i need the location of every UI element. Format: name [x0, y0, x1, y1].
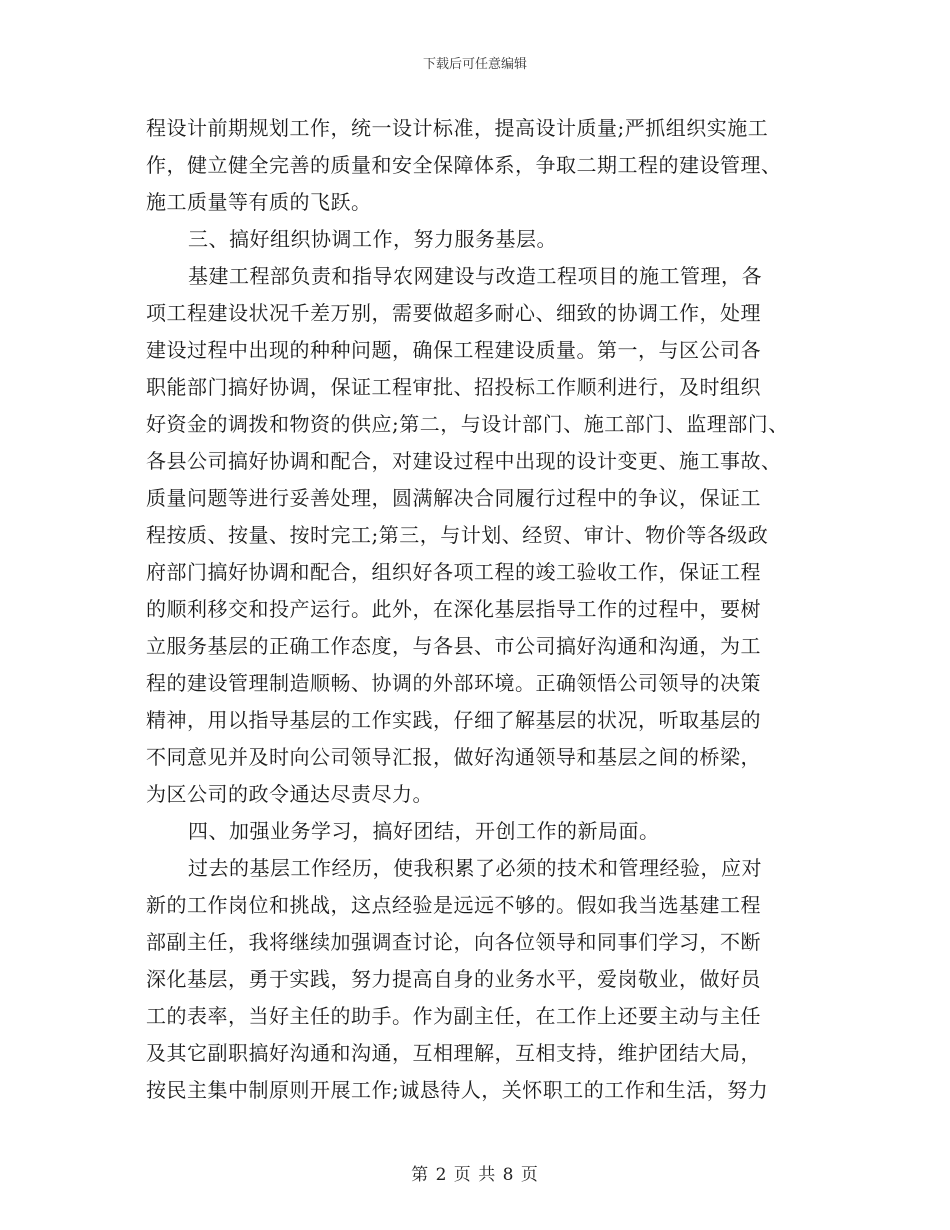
text-line: 程的建设管理制造顺畅、协调的外部环境。正确领悟公司领导的决策	[146, 671, 761, 695]
text-line: 程设计前期规划工作，统一设计标准，提高设计质量;严抓组织实施工	[146, 116, 769, 140]
text-line: 基建工程部负责和指导农网建设与改造工程项目的施工管理，各	[188, 264, 762, 288]
text-line: 工的表率，当好主任的助手。作为副主任，在工作上还要主动与主任	[146, 1004, 761, 1028]
text-line: 程按质、按量、按时完工;第三，与计划、经贸、审计、物价等各级政	[146, 523, 769, 547]
text-line: 好资金的调拨和物资的供应;第二，与设计部门、施工部门、监理部门、	[146, 412, 789, 436]
text-line: 过去的基层工作经历，使我积累了必须的技术和管理经验，应对	[188, 856, 762, 880]
text-line: 精神，用以指导基层的工作实践，仔细了解基层的状况，听取基层的	[146, 708, 761, 732]
page-footer: 第 2 页 共 8 页	[411, 1165, 539, 1185]
text-line: 府部门搞好协调和配合，组织好各项工程的竣工验收工作，保证工程	[146, 560, 761, 584]
text-line: 施工质量等有质的飞跃。	[146, 190, 372, 214]
document-body	[146, 110, 836, 1109]
text-line: 新的工作岗位和挑战，这点经验是远远不够的。假如我当选基建工程	[146, 893, 761, 917]
text-line: 部副主任，我将继续加强调查讨论，向各位领导和同事们学习，不断	[146, 930, 761, 954]
text-line: 质量问题等进行妥善处理，圆满解决合同履行过程中的争议，保证工	[146, 486, 761, 510]
text-line: 三、搞好组织协调工作，努力服务基层。	[188, 227, 557, 251]
text-line: 的顺利移交和投产运行。此外，在深化基层指导工作的过程中，要树	[146, 597, 761, 621]
text-line: 四、加强业务学习，搞好团结，开创工作的新局面。	[188, 819, 660, 843]
text-line: 按民主集中制原则开展工作;诚恳待人，关怀职工的工作和生活，努力	[146, 1078, 769, 1102]
text-line: 不同意见并及时向公司领导汇报，做好沟通领导和基层之间的桥梁，	[146, 745, 761, 769]
text-line: 及其它副职搞好沟通和沟通，互相理解，互相支持，维护团结大局，	[146, 1041, 761, 1065]
text-line: 项工程建设状况千差万别，需要做超多耐心、细致的协调工作，处理	[146, 301, 761, 325]
page-header: 下载后可任意编辑	[422, 57, 527, 72]
text-line: 作，健立健全完善的质量和安全保障体系，争取二期工程的建设管理、	[146, 153, 782, 177]
text-line: 建设过程中出现的种种问题，确保工程建设质量。第一，与区公司各	[146, 338, 761, 362]
text-line: 为区公司的政令通达尽责尽力。	[146, 782, 433, 806]
text-line: 深化基层，勇于实践，努力提高自身的业务水平，爱岗敬业，做好员	[146, 967, 761, 991]
text-line: 立服务基层的正确工作态度，与各县、市公司搞好沟通和沟通，为工	[146, 634, 761, 658]
text-line: 各县公司搞好协调和配合，对建设过程中出现的设计变更、施工事故、	[146, 449, 782, 473]
text-line: 职能部门搞好协调，保证工程审批、招投标工作顺利进行，及时组织	[146, 375, 761, 399]
